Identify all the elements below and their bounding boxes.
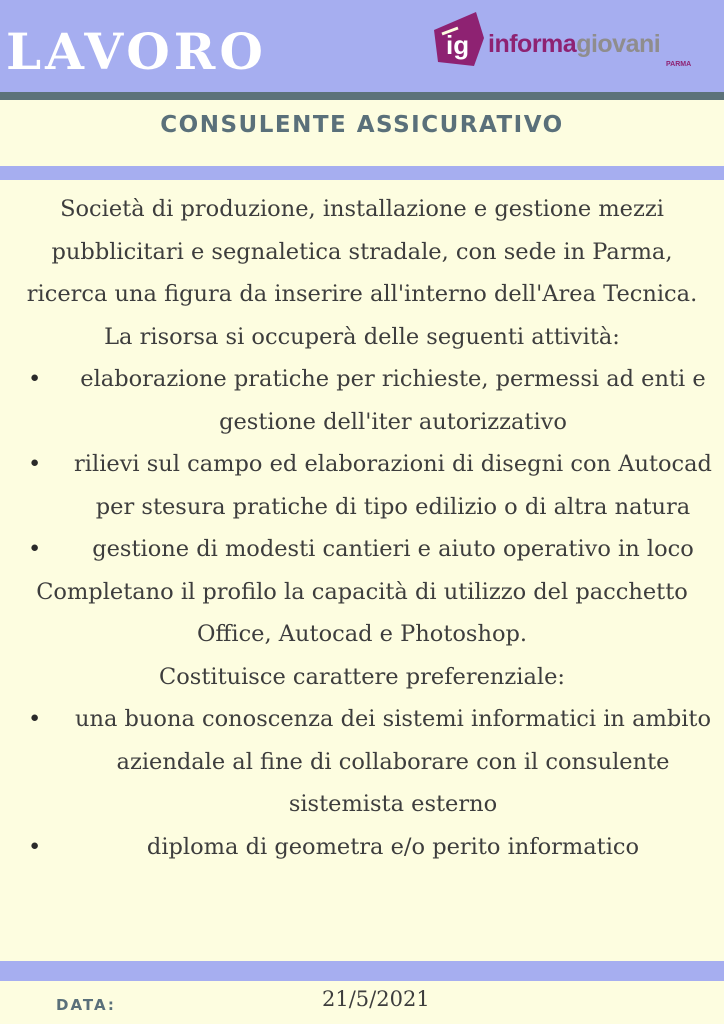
logo-city: PARMA <box>666 61 692 68</box>
date-value: 21/5/2021 <box>322 987 430 1011</box>
date-label: DATA: <box>56 996 116 1014</box>
section-title: LAVORO <box>6 22 267 81</box>
header-divider <box>0 92 724 100</box>
logo-wordmark <box>488 30 660 59</box>
preferential-item: • una buona conoscenza dei sistemi informatici in ambito aziendale al fine di collaborare con il consulente sistemista esterno <box>10 698 714 826</box>
job-title: CONSULENTE ASSICURATIVO <box>160 112 564 138</box>
preferential-item: • diploma di geometra e/o perito informatico <box>10 826 714 869</box>
header-band <box>0 0 724 92</box>
activity-item: • gestione di modesti cantieri e aiuto operativo in loco <box>10 528 714 571</box>
logo-badge-letters: ig <box>446 30 470 60</box>
activity-item: • elaborazione pratiche per richieste, permessi ad enti e gestione dell'iter autorizzativo <box>10 358 714 443</box>
activity-item: • rilievi sul campo ed elaborazioni di disegni con Autocad per stesura pratiche di tipo edilizio o di altra natura <box>10 443 714 528</box>
footer-band <box>0 961 724 981</box>
profile-paragraph: Completano il profilo la capacità di utilizzo del pacchetto Office, Autocad e Photoshop. <box>36 578 688 647</box>
activities-list <box>10 358 714 571</box>
logo-word-informa: informa <box>488 30 577 58</box>
title-divider-band <box>0 166 724 180</box>
job-description <box>10 188 714 868</box>
preferential-list <box>10 698 714 868</box>
logo-word-giovani: giovani <box>576 30 661 58</box>
intro-paragraph: Società di produzione, installazione e gestione mezzi pubblicitari e segnaletica stradale, con sede in Parma, ricerca una figura da inserire all'interno dell'Area Tecnica. La risorsa si occuperà delle seguenti attività: <box>26 196 698 350</box>
informagiovani-logo <box>428 8 718 74</box>
ig-logo-icon <box>428 8 488 70</box>
preferential-heading: Costituisce carattere preferenziale: <box>159 663 565 690</box>
